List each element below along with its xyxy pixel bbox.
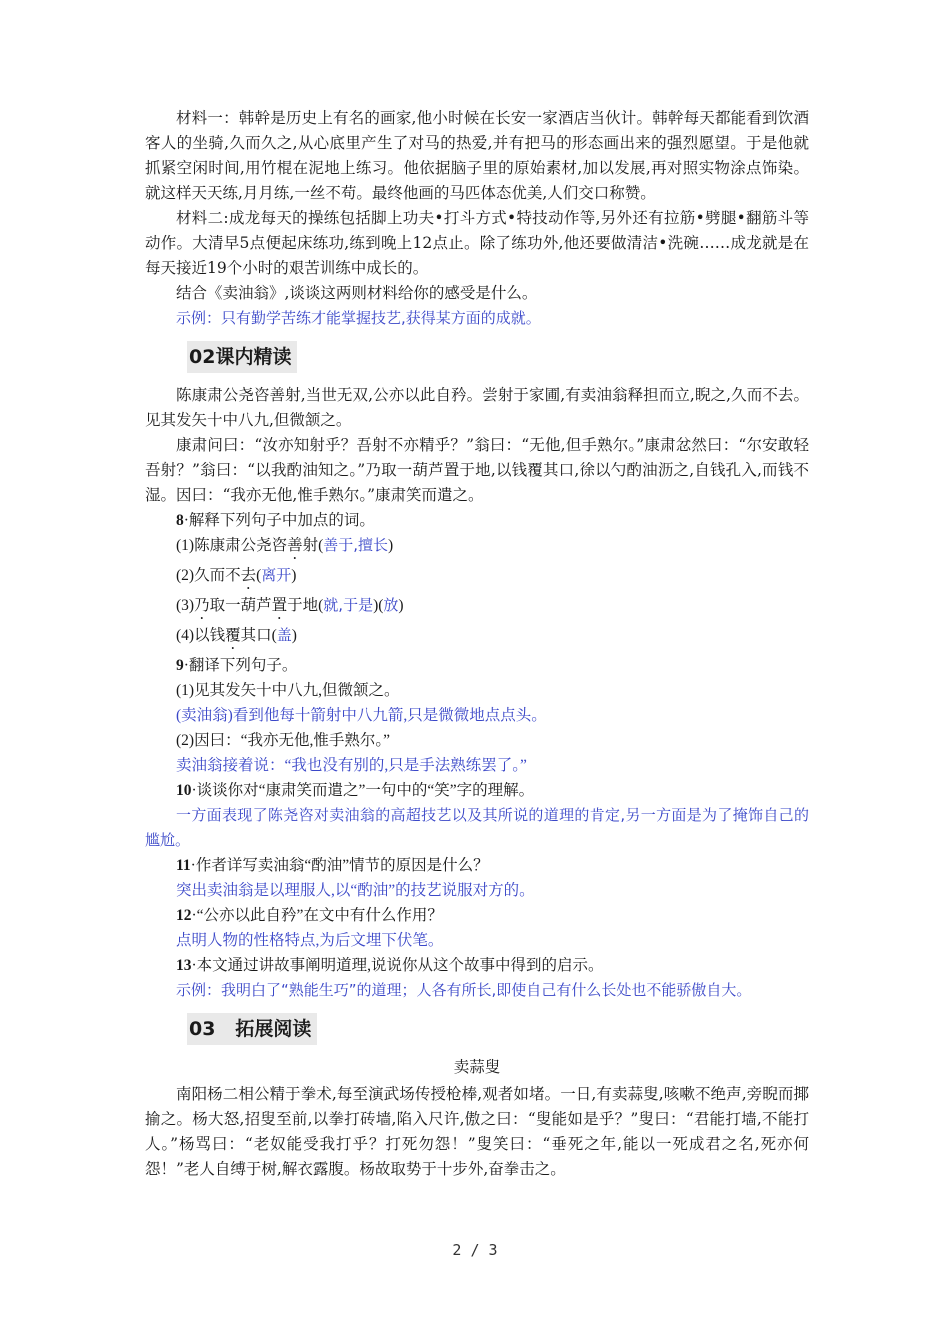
q9-sentence-1: (1)见其发矢十中八九,但微颔之。: [176, 682, 400, 699]
question-text: ·翻译下列句子。: [183, 657, 298, 674]
answer: 离开: [261, 566, 292, 584]
page-number: 2 / 3: [452, 1241, 498, 1259]
answer: 盖: [276, 626, 292, 644]
question-number: 9: [176, 657, 184, 674]
page-content: [145, 106, 809, 1182]
q9-answer-1: (卖油翁)看到他每十箭射中八九箭,只是微微地点点头。: [176, 707, 547, 724]
question-number: 12: [176, 907, 192, 924]
dotted-word: 乃: [194, 597, 210, 614]
answer: 善于,擅长: [323, 536, 389, 554]
prompt-answer: 示例：只有勤学苦练才能掌握技艺,获得某方面的成就。: [176, 309, 541, 327]
question-number: 10: [176, 782, 192, 799]
question-number: 8: [176, 512, 184, 529]
question-13: [145, 953, 809, 978]
q8-item-3: (3)乃取一葫芦置于地(就,于是)(放): [176, 596, 404, 614]
question-9: [145, 653, 809, 678]
q13-answer: 示例：我明白了“熟能生巧”的道理；人各有所长,即使自己有什么长处也不能骄傲自大。: [176, 981, 752, 999]
dotted-word: 去: [240, 567, 257, 584]
q8-item-1: (1)陈康肃公尧咨善射(善于,擅长): [176, 536, 394, 554]
question-12: [145, 903, 809, 928]
q8-item-4: (4)以钱覆其口(盖): [176, 626, 297, 644]
section-header-02: [145, 341, 809, 373]
question-10: [145, 778, 809, 803]
question-number: 13: [176, 957, 192, 974]
prompt-question: 结合《卖油翁》,谈谈这两则材料给你的感受是什么。: [176, 284, 538, 302]
question-text: ·“公亦以此自矜”在文中有什么作用？: [191, 907, 443, 924]
dotted-word: 善: [287, 537, 303, 554]
passage-paragraph-2: 康肃问曰：“汝亦知射乎？吾射不亦精乎？”翁曰：“无他,但手熟尔。”康肃忿然曰：“尔安敢轻吾射？”翁曰：“以我酌油知之。”乃取一葫芦置于地,以钱覆其口,徐以勺酌油沥之,自钱孔入,而钱不湿。因曰：“我亦无他,惟手熟尔。”康肃笑而遣之。: [145, 436, 809, 504]
question-text: ·解释下列句子中加点的词。: [183, 512, 375, 529]
section-number: 02: [189, 346, 216, 368]
question-text: ·谈谈你对“康肃笑而遣之”一句中的“笑”字的理解。: [191, 782, 535, 799]
section-header-03: [145, 1013, 809, 1045]
dotted-word: 置: [271, 597, 288, 614]
q8-item-2: (2)久而不去(离开): [176, 566, 297, 584]
passage-paragraph-1: 陈康肃公尧咨善射,当世无双,公亦以此自矜。尝射于家圃,有卖油翁释担而立,睨之,久而不去。见其发矢十中八九,但微颔之。: [145, 386, 809, 429]
story-text: 南阳杨二相公精于拳术,每至演武场传授枪棒,观者如堵。一日,有卖蒜叟,咳嗽不绝声,旁睨而揶揄之。杨大怒,招叟至前,以拳打砖墙,陷入尺许,傲之曰：“叟能如是乎？”叟曰：“君能打墙,不能打人。”杨骂曰：“老奴能受我打乎？打死勿怨！”叟笑曰：“垂死之年,能以一死成君之名,死亦何怨！”老人自缚于树,解衣露腹。杨故取势于十步外,奋拳击之。: [145, 1085, 809, 1178]
section-title: 拓展阅读: [235, 1018, 312, 1040]
q10-answer: 一方面表现了陈尧咨对卖油翁的高超技艺以及其所说的道理的肯定,另一方面是为了掩饰自己的尴尬。: [145, 806, 809, 849]
q12-answer: 点明人物的性格特点,为后文埋下伏笔。: [176, 932, 444, 949]
answer: 就,于是: [323, 596, 374, 614]
question-number: 11: [176, 857, 191, 874]
section-number: 03: [189, 1018, 216, 1040]
question-11: [145, 853, 809, 878]
q9-sentence-2: (2)因曰：“我亦无他,惟手熟尔。”: [176, 732, 390, 749]
story-title: 卖蒜叟: [453, 1058, 501, 1076]
answer: 放: [383, 596, 399, 614]
material-two: 材料二:成龙每天的操练包括脚上功夫•打斗方式•特技动作等,另外还有拉筋•劈腿•翻筋斗等动作。大清早5点便起床练功,练到晚上12点止。除了练功外,他还要做清洁•洗碗……成龙就是在每天接近19个小时的艰苦训练中成长的。: [145, 209, 809, 277]
q11-answer: 突出卖油翁是以理服人,以“酌油”的技艺说服对方的。: [176, 882, 535, 899]
question-text: ·本文通过讲故事阐明道理,说说你从这个故事中得到的启示。: [191, 957, 604, 974]
question-text: ·作者详写卖油翁“酌油”情节的原因是什么？: [190, 857, 489, 874]
material-one: 材料一：韩幹是历史上有名的画家,他小时候在长安一家酒店当伙计。韩幹每天都能看到饮酒客人的坐骑,久而久之,从心底里产生了对马的热爱,并有把马的形态画出来的强烈愿望。于是他就抓紧空闲时间,用竹棍在泥地上练习。他依据脑子里的原始素材,加以发展,再对照实物涂点饰染。就这样天天练,月月练,一丝不苟。最终他画的马匹体态优美,人们交口称赞。: [145, 109, 809, 202]
question-8: [145, 508, 809, 533]
q9-answer-2: 卖油翁接着说：“我也没有别的,只是手法熟练罢了。”: [176, 757, 527, 774]
section-title: 课内精读: [215, 346, 292, 368]
dotted-word: 覆: [225, 627, 241, 644]
